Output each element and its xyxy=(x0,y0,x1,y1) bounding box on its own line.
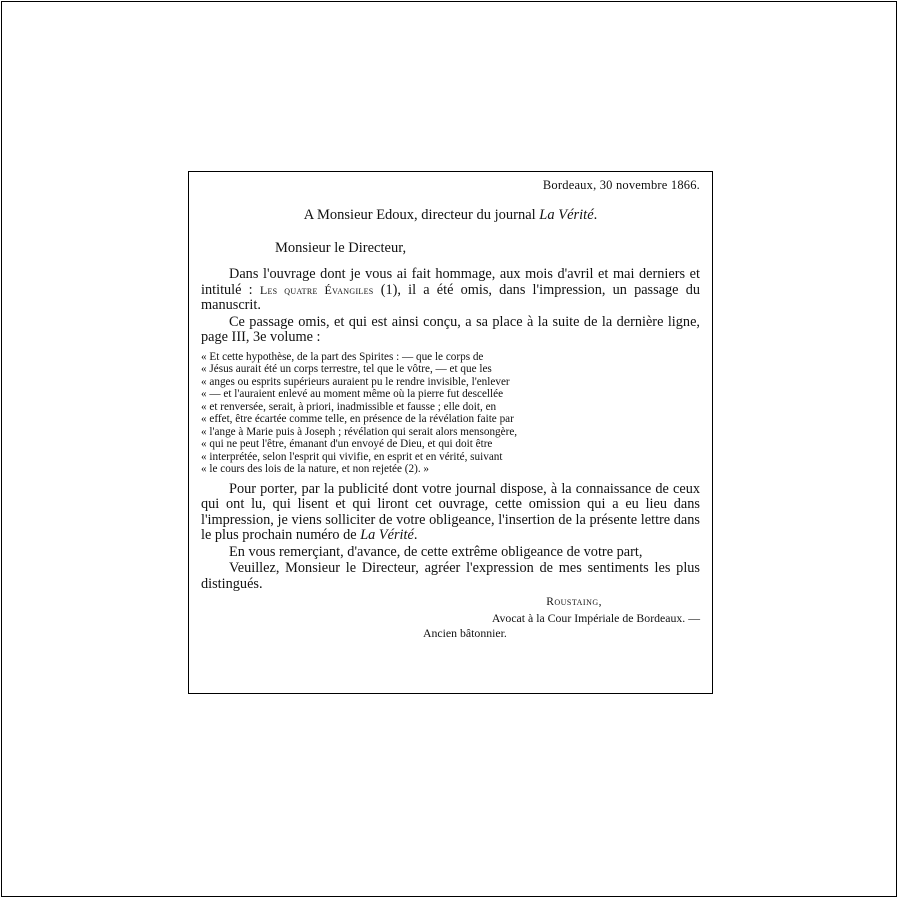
paragraph-1-text-a: Dans l'ouvrage dont je vous ai fait hommage, aux mois d'avril et mai derniers et intitulé : xyxy=(201,266,700,298)
salutation: Monsieur le Directeur, xyxy=(275,240,407,256)
quote-line: « le cours des lois de la nature, et non rejetée (2). » xyxy=(201,463,430,475)
recipient-line xyxy=(201,207,700,224)
paragraph-5: Veuillez, Monsieur le Directeur, agréer l'expression de mes sentiments les plus distingués. xyxy=(201,560,700,592)
letter-clipping xyxy=(188,171,713,694)
quote-line: « qui ne peut l'être, émanant d'un envoyé de Dieu, et qui doit être xyxy=(201,438,493,450)
quote-line: « l'ange à Marie puis à Joseph ; révélation qui serait alors mensongère, xyxy=(201,425,518,438)
paragraph-3-text-a: Pour porter, par la publicité dont votre journal dispose, à la connaissance de ceux qui ont lu, qui lisent et qui liront cet ouvrage, cette omission qui a eu lieu dans l'impression, je viens solliciter de votre obligeance, l'insertion de la présente lettre dans le plus prochain numéro de xyxy=(201,480,700,543)
quote-line: « Et cette hypothèse, de la part des Spirites : — que le corps de xyxy=(201,350,484,363)
journal-title: La Vérité xyxy=(360,527,414,543)
recipient-text: A Monsieur Edoux, directeur du journal xyxy=(303,207,540,223)
paragraph-1 xyxy=(201,267,700,314)
quote-line: « interprétée, selon l'esprit qui vivifie, en esprit et en vérité, suivant xyxy=(201,450,503,463)
quote-line: « anges ou esprits supérieurs auraient pu le rendre invisible, l'enlever xyxy=(201,375,510,388)
paragraph-1-text-b: (1), il a été omis, dans l'impression, un passage du manuscrit. xyxy=(201,281,700,313)
paragraph-3 xyxy=(201,482,700,544)
book-title: Les quatre Évangiles xyxy=(259,282,374,297)
quoted-passage xyxy=(201,351,700,476)
paragraph-4: En vous remerçiant, d'avance, de cette extrême obligeance de votre part, xyxy=(229,543,643,560)
quote-line: « Jésus aurait été un corps terrestre, tel que le vôtre, — et que les xyxy=(201,363,492,375)
journal-title: La Vérité xyxy=(539,207,594,223)
quote-line: « — et l'auraient enlevé au moment même où la pierre fut descellée xyxy=(201,388,504,400)
signature-title: Avocat à la Cour Impériale de Bordeaux. — xyxy=(491,611,700,625)
signature-subtitle: Ancien bâtonnier. xyxy=(423,626,507,640)
quote-line: « effet, être écartée comme telle, en présence de la révélation faite par xyxy=(201,413,514,425)
dateline: Bordeaux, 30 novembre 1866. xyxy=(542,178,700,192)
quote-line: « et renversée, serait, à priori, inadmissible et fausse ; elle doit, en xyxy=(201,400,497,413)
paragraph-3-text-b: . xyxy=(413,527,418,543)
recipient-period: . xyxy=(593,207,598,223)
paragraph-2: Ce passage omis, et qui est ainsi conçu, a sa place à la suite de la dernière ligne, page III, 3e volume : xyxy=(201,313,700,345)
signature-name: Roustaing, xyxy=(546,596,602,608)
